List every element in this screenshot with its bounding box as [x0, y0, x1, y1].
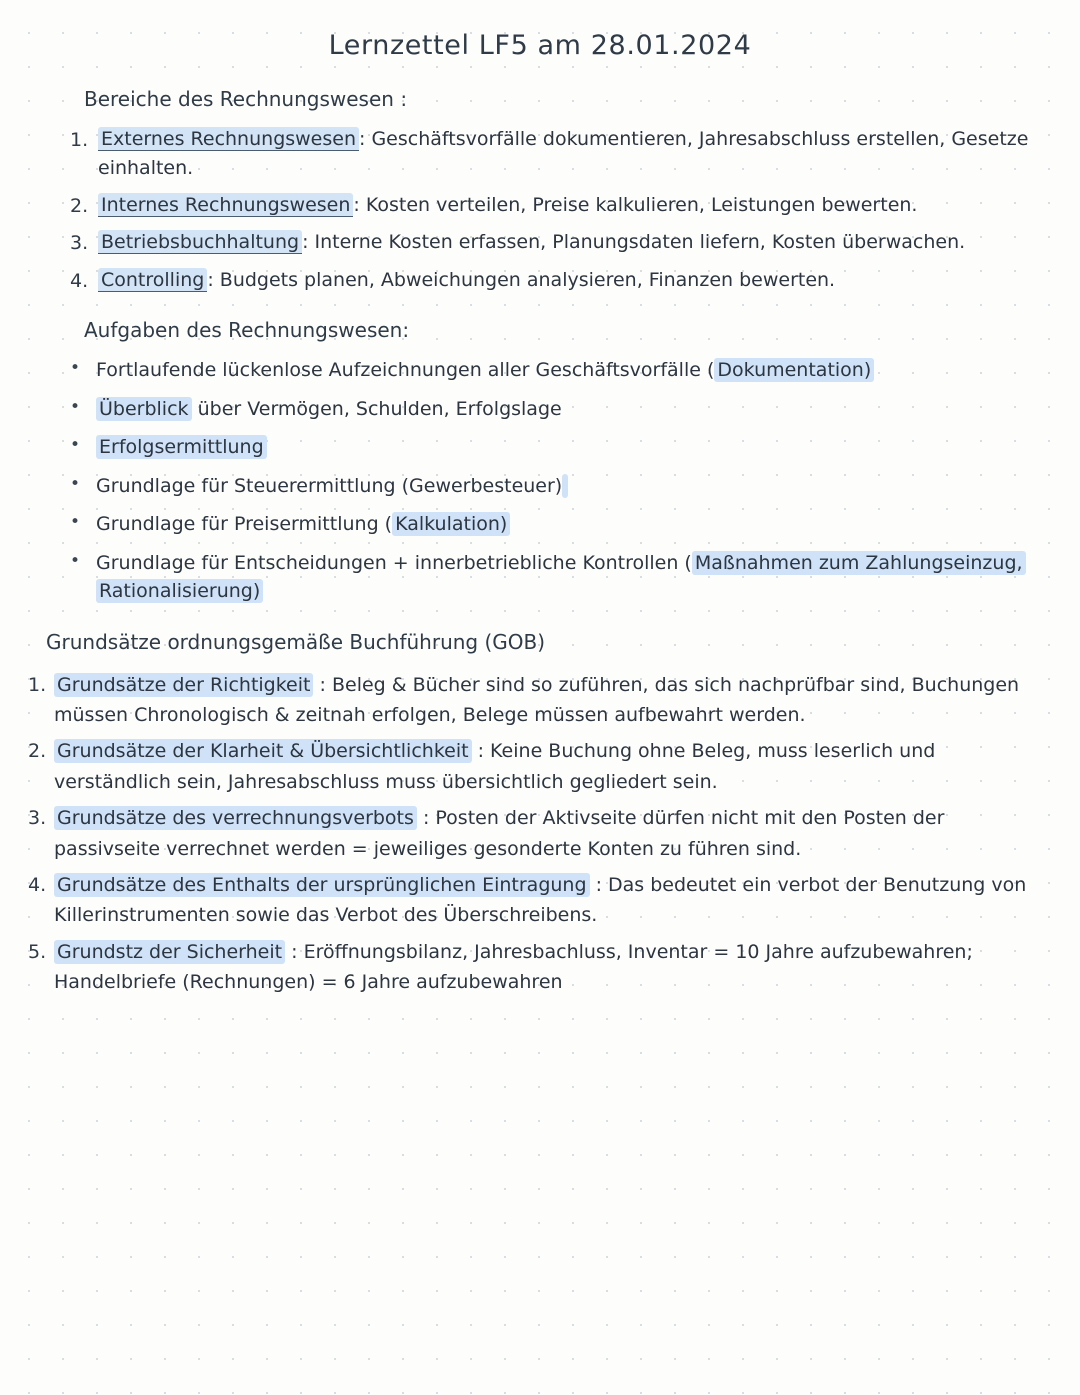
list-item-body — [96, 549, 1052, 606]
list-item — [28, 670, 1052, 731]
list-item-body — [98, 228, 1052, 257]
bereiche-list — [28, 125, 1052, 296]
list-item — [70, 395, 1052, 424]
list-item-body — [96, 395, 1052, 424]
list-item-body — [54, 870, 1052, 931]
list-item — [28, 736, 1052, 797]
bullet-icon: • — [70, 473, 81, 494]
list-item-body — [54, 736, 1052, 797]
list-item — [70, 266, 1052, 296]
bullet-icon: • — [70, 512, 81, 533]
list-item — [28, 870, 1052, 931]
list-item-text: : Budgets planen, Abweichungen analysieren, Finanzen bewerten. — [207, 268, 836, 291]
list-item-body — [98, 125, 1052, 184]
list-item-body — [96, 510, 1052, 539]
list-item-text: : Kosten verteilen, Preise kalkulieren, Leistungen bewerten. — [353, 193, 918, 216]
section-heading-gob: Grundsätze ordnungsgemäße Buchführung (GOB) — [46, 629, 546, 654]
list-item — [70, 510, 1052, 539]
aufgaben-list — [28, 356, 1052, 606]
list-item-body — [96, 433, 1052, 462]
list-marker: 1. — [28, 673, 47, 696]
bullet-text-pre: Grundlage für Steuerermittlung (Gewerbesteuer) — [96, 474, 563, 497]
highlighted-term: Controlling — [98, 268, 207, 292]
list-item-text: : Geschäftsvorfälle dokumentieren, Jahresabschluss erstellen, Gesetze einhalten. — [98, 128, 1029, 180]
highlighted-term: Grundstz der Sicherheit — [54, 940, 285, 964]
bullet-text-pre: Grundlage für Entscheidungen + innerbetriebliche Kontrollen ( — [96, 551, 692, 574]
list-item-body — [54, 937, 1052, 998]
list-item-body — [54, 803, 1052, 864]
highlighted-term: Grundsätze des Enthalts der ursprünglichen Eintragung — [54, 873, 590, 897]
list-marker: 4. — [28, 874, 47, 897]
bullet-icon: • — [70, 396, 81, 417]
list-item-body — [98, 266, 1052, 295]
highlighted-term: Betriebsbuchhaltung — [98, 230, 302, 254]
section-heading-bereiche: Bereiche des Rechnungswesen : — [84, 87, 408, 111]
page-title: Lernzettel LF5 am 28.01.2024 — [328, 30, 752, 61]
highlighted-term: Externes Rechnungswesen — [98, 127, 359, 151]
list-item-text: : Keine Buchung ohne Beleg, muss leserlich und verständlich sein, Jahresabschluss muss übersichtlich gegliedert sein. — [54, 740, 936, 793]
bullet-icon: • — [70, 550, 81, 571]
highlighted-text — [562, 474, 568, 498]
highlighted-term: Grundsätze des verrechnungsverbots — [54, 806, 417, 830]
list-marker: 4. — [70, 269, 89, 292]
list-marker: 3. — [28, 807, 47, 830]
list-item — [70, 549, 1052, 606]
section-heading-aufgaben: Aufgaben des Rechnungswesen: — [84, 318, 410, 343]
list-item — [28, 937, 1052, 998]
highlighted-text: Dokumentation) — [714, 358, 874, 382]
highlighted-term: Internes Rechnungswesen — [98, 193, 353, 217]
list-item-text: : Das bedeutet ein verbot der Benutzung von Killerinstrumenten sowie das Verbot des Überschreibens. — [54, 874, 1027, 927]
list-marker: 1. — [70, 129, 89, 151]
highlighted-text: Überblick — [96, 397, 192, 421]
list-item — [70, 228, 1052, 258]
list-item-body — [96, 472, 1052, 501]
list-item — [70, 191, 1052, 221]
highlighted-text: Maßnahmen zum Zahlungseinzug, Rationalisierung) — [96, 551, 1026, 604]
list-item — [70, 356, 1052, 385]
bullet-text-pre: Grundlage für Preisermittlung ( — [96, 513, 393, 536]
highlighted-text: Erfolgsermittlung — [96, 435, 267, 459]
bullet-text-post: über Vermögen, Schulden, Erfolgslage — [191, 397, 562, 420]
gob-list — [28, 670, 1052, 998]
list-item-text: : Posten der Aktivseite dürfen nicht mit den Posten der passivseite verrechnet werden = jeweiliges gesonderte Konten zu führen sind. — [54, 807, 945, 860]
list-marker: 2. — [28, 740, 47, 763]
bullet-text-pre: Fortlaufende lückenlose Aufzeichnungen aller Geschäftsvorfälle ( — [96, 359, 715, 382]
list-item-text: : Interne Kosten erfassen, Planungsdaten liefern, Kosten überwachen. — [302, 231, 966, 254]
list-marker: 5. — [28, 940, 47, 963]
list-item-body — [98, 191, 1052, 220]
highlighted-term: Grundsätze der Richtigkeit — [54, 673, 313, 697]
list-item-text: : Eröffnungsbilanz, Jahresbachluss, Inventar = 10 Jahre aufzubewahren; Handelbriefe (Rechnungen) = 6 Jahre aufzubewahren — [54, 940, 973, 994]
bullet-icon: • — [70, 358, 81, 379]
list-item — [70, 472, 1052, 501]
list-item-text: : Beleg & Bücher sind so zuführen, das sich nachprüfbar sind, Buchungen müssen Chronologisch & zeitnah erfolgen, Belege müssen aufbewahrt werden. — [54, 673, 1020, 727]
list-item — [28, 803, 1052, 864]
highlighted-term: Grundsätze der Klarheit & Übersichtlichkeit — [54, 739, 472, 763]
list-marker: 3. — [70, 232, 89, 255]
highlighted-text: Kalkulation) — [392, 512, 510, 536]
bullet-icon: • — [70, 435, 81, 456]
list-item-body — [54, 670, 1052, 731]
list-item — [70, 433, 1052, 462]
list-item-body — [96, 356, 1052, 385]
list-item — [70, 125, 1052, 184]
list-marker: 2. — [70, 194, 89, 217]
